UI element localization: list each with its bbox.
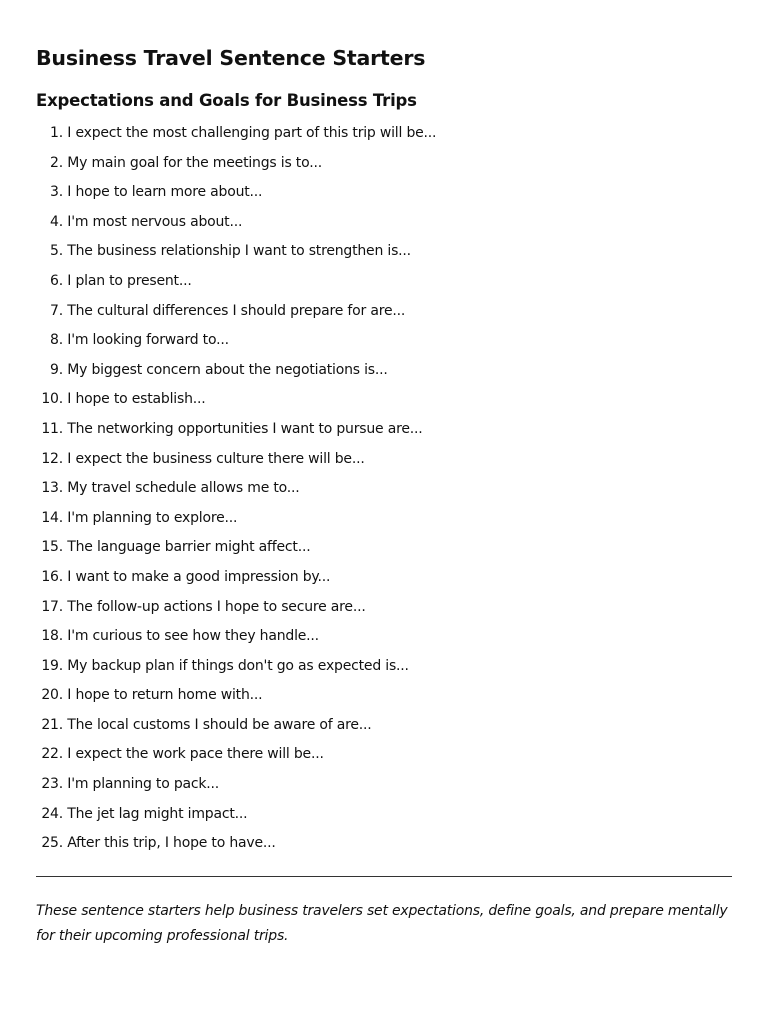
list-item-number: 14. <box>41 509 63 526</box>
list-item-text: I hope to return home with... <box>67 687 263 704</box>
list-item <box>36 415 732 445</box>
divider <box>36 876 732 877</box>
list-item-number: 7. <box>50 302 63 319</box>
list-item-text: I expect the most challenging part of this trip will be... <box>67 125 437 141</box>
list-item <box>36 563 732 593</box>
list-item-number: 21. <box>41 716 63 733</box>
list-item-number: 15. <box>41 539 63 556</box>
list-item-number: 17. <box>41 598 63 615</box>
list-item <box>36 622 732 652</box>
list-item-text: I want to make a good impression by... <box>67 568 331 585</box>
list-item <box>36 740 732 770</box>
list-item <box>36 178 732 208</box>
list-item-text: The jet lag might impact... <box>67 805 248 822</box>
list-item-number: 3. <box>50 184 63 201</box>
list-item <box>36 800 732 830</box>
list-item-text: I'm looking forward to... <box>67 332 229 349</box>
page-title: Business Travel Sentence Starters <box>36 46 426 70</box>
list-item <box>36 711 732 741</box>
list-item-text: I hope to establish... <box>67 391 206 408</box>
list-item-text: After this trip, I hope to have... <box>67 835 276 852</box>
list-item-text: I expect the work pace there will be... <box>67 746 324 763</box>
list-item <box>36 385 732 415</box>
list-item <box>36 533 732 563</box>
list-item-text: The business relationship I want to strengthen is... <box>67 243 411 260</box>
list-item <box>36 208 732 238</box>
list-item-number: 2. <box>50 154 63 171</box>
list-item <box>36 593 732 623</box>
list-item-text: My main goal for the meetings is to... <box>67 154 322 171</box>
list-item <box>36 445 732 475</box>
list-item-number: 5. <box>50 243 63 260</box>
list-item-number: 8. <box>50 332 63 349</box>
list-item <box>36 356 732 386</box>
list-item-text: I plan to present... <box>67 272 192 289</box>
list-item-text: The networking opportunities I want to pursue are... <box>67 420 423 437</box>
list-item <box>36 829 732 859</box>
list-item-text: My travel schedule allows me to... <box>67 480 300 497</box>
list-item-text: I'm most nervous about... <box>67 213 243 230</box>
list-item-number: 25. <box>41 835 63 852</box>
list-item-number: 18. <box>41 628 63 645</box>
list-item <box>36 652 732 682</box>
list-item-text: I expect the business culture there will be... <box>67 450 365 467</box>
list-item <box>36 681 732 711</box>
list-item-number: 1. <box>50 125 63 141</box>
list-item <box>36 326 732 356</box>
list-item-number: 4. <box>50 213 63 230</box>
list-item <box>36 267 732 297</box>
footer-note: These sentence starters help business travelers set expectations, define goals, and prepare mentally for their upcoming professional trips. <box>36 902 728 944</box>
list-item-number: 22. <box>41 746 63 763</box>
list-item <box>36 504 732 534</box>
list-item-text: The local customs I should be aware of are... <box>67 716 372 733</box>
list-item <box>36 297 732 327</box>
list-item-text: I'm curious to see how they handle... <box>67 628 319 645</box>
list-item <box>36 149 732 179</box>
list-item-text: I hope to learn more about... <box>67 184 263 201</box>
list-item-number: 23. <box>41 776 63 793</box>
list-item-text: My backup plan if things don't go as expected is... <box>67 657 409 674</box>
list-item-text: The follow-up actions I hope to secure are... <box>67 598 366 615</box>
list-item-number: 13. <box>41 480 63 497</box>
section-heading: Expectations and Goals for Business Trips <box>36 91 417 110</box>
list-item-text: The cultural differences I should prepare for are... <box>67 302 406 319</box>
list-item-text: My biggest concern about the negotiations is... <box>67 361 388 378</box>
list-item-number: 12. <box>41 450 63 467</box>
list-item-text: I'm planning to pack... <box>67 776 220 793</box>
list-item <box>36 119 732 149</box>
list-item <box>36 237 732 267</box>
list-item-number: 9. <box>50 361 63 378</box>
list-item-number: 24. <box>41 805 63 822</box>
list-item-number: 11. <box>41 420 63 437</box>
sentence-starter-list <box>36 119 732 859</box>
list-item <box>36 474 732 504</box>
list-item-number: 19. <box>41 657 63 674</box>
list-item-number: 20. <box>41 687 63 704</box>
list-item-number: 6. <box>50 272 63 289</box>
list-item-number: 16. <box>41 568 63 585</box>
list-item-text: The language barrier might affect... <box>67 539 311 556</box>
list-item <box>36 770 732 800</box>
list-item-text: I'm planning to explore... <box>67 509 238 526</box>
list-item-number: 10. <box>41 391 63 408</box>
